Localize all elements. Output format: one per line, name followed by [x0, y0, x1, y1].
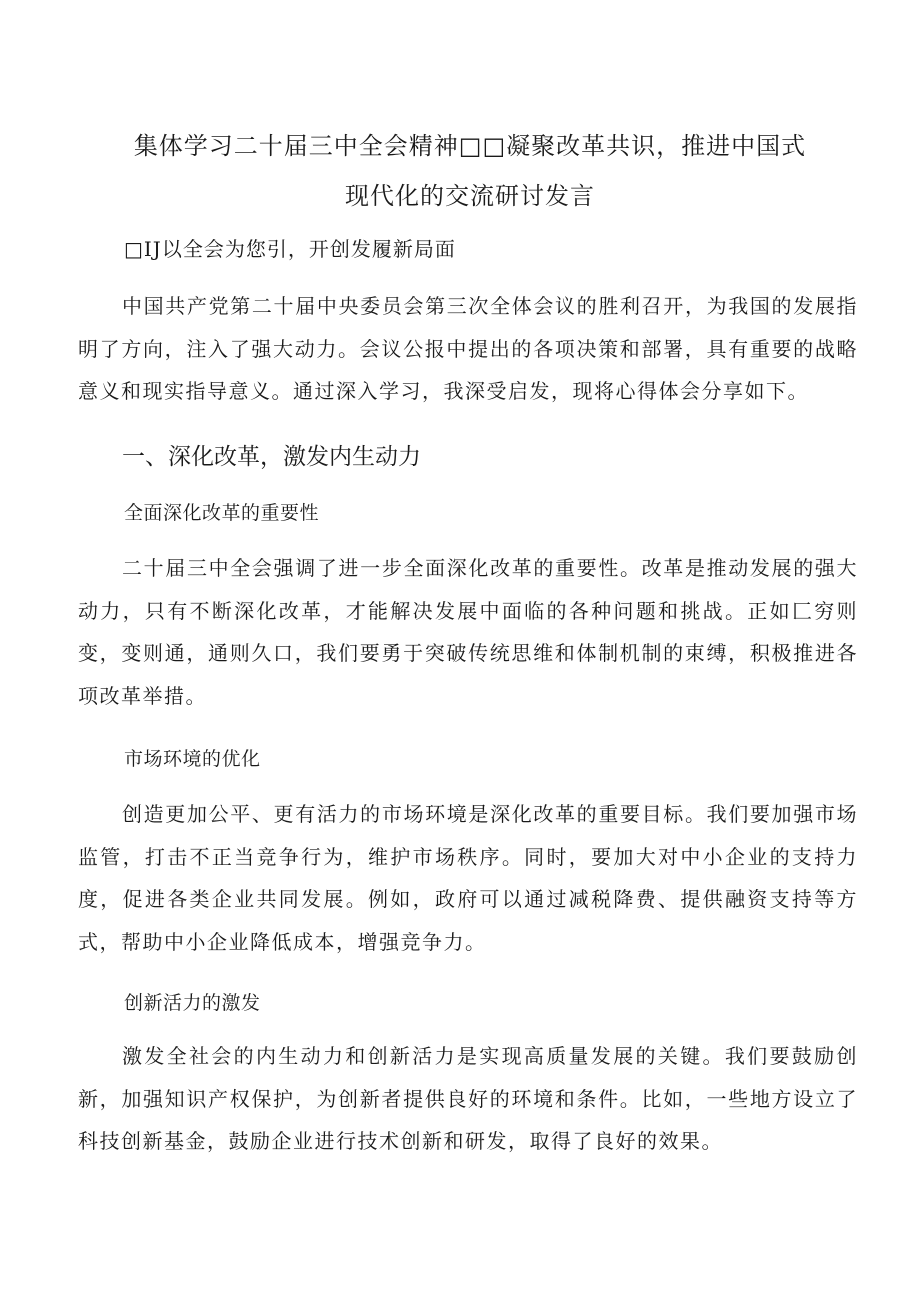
subsection-2-text: 创造更加公平、更有活力的市场环境是深化改革的重要目标。我们要加强市场监管，打击不正当竞争行为，维护市场秩序。同时，要加大对中小企业的支持力度，促进各类企业共同发展。例如，政府可以通过减税降费、提供融资支持等方式，帮助中小企业降低成本，增强竞争力。 — [78, 802, 858, 954]
subsection-2-title: 市场环境的优化 — [124, 748, 261, 770]
document-title-line-1: 集体学习二十届三中全会精神□□凝聚改革共识，推进中国式 — [133, 132, 807, 160]
intro-paragraph: 中国共产党第二十届中央委员会第三次全体会议的胜利召开，为我国的发展指明了方向，注入了强大动力。会议公报中提出的各项决策和部署，具有重要的战略意义和现实指导意义。通过深入学习，我深受启发，现将心得体会分享如下。 — [78, 294, 858, 403]
document-title-line-2: 现代化的交流研讨发言 — [345, 182, 595, 210]
subsection-3-title: 创新活力的激发 — [124, 992, 261, 1014]
subsection-1-text: 二十届三中全会强调了进一步全面深化改革的重要性。改革是推动发展的强大动力，只有不断深化改革，才能解决发展中面临的各种问题和挑战。正如匚穷则变，变则通，通则久口，我们要勇于突破传统思维和体制机制的束缚，积极推进各项改革举措。 — [78, 556, 858, 708]
intro-line: □IJ以全会为您引，开创发履新局面 — [124, 237, 456, 261]
subsection-3-text: 激发全社会的内生动力和创新活力是实现高质量发展的关键。我们要鼓励创新，加强知识产权保护，为创新者提供良好的环境和条件。比如，一些地方设立了科技创新基金，鼓励企业进行技术创新和研发，取得了良好的效果。 — [78, 1044, 858, 1153]
subsection-1-title: 全面深化改革的重要性 — [124, 502, 320, 524]
section-1-heading: 一、深化改革，激发内生动力 — [122, 444, 421, 470]
